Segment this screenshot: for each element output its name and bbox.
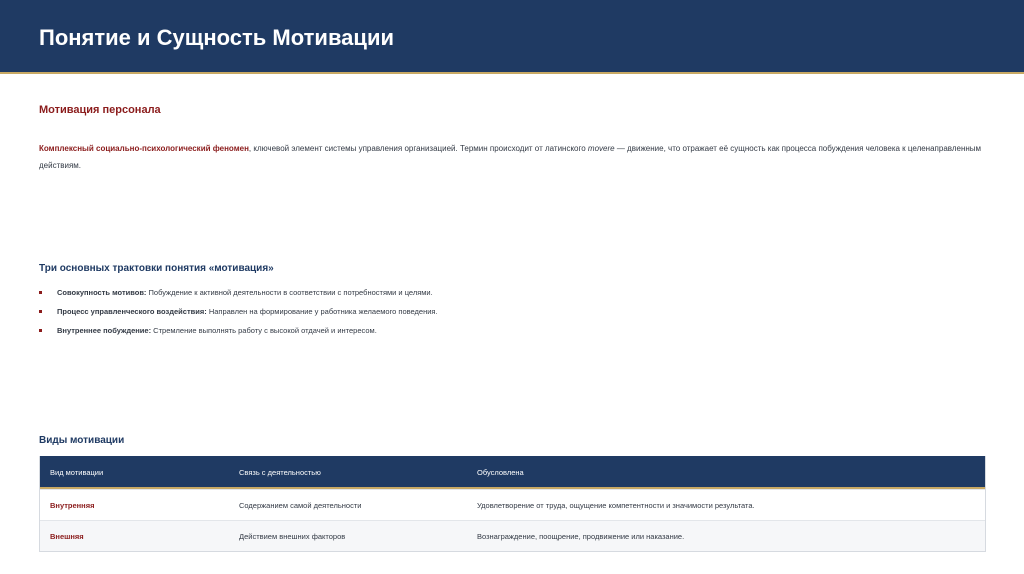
list-item — [39, 286, 438, 305]
cell-relation: Действием внешних факторов — [239, 532, 346, 541]
intro-latin-term: movere — [587, 144, 615, 153]
table-header — [40, 456, 985, 489]
column-header-type: Вид мотивации — [50, 468, 104, 477]
list-item-term: Совокупность мотивов: — [57, 288, 147, 297]
cell-cause: Удовлетворение от труда, ощущение компетентности и значимости результата. — [477, 501, 755, 510]
section-title-interpretations: Три основных трактовки понятия «мотивация» — [39, 263, 274, 274]
page-title: Понятие и Сущность Мотивации — [39, 25, 394, 50]
column-header-cause: Обусловлена — [477, 468, 524, 477]
motivation-types-table — [39, 456, 986, 552]
cell-cause: Вознаграждение, поощрение, продвижение или наказание. — [477, 532, 685, 541]
intro-paragraph — [39, 140, 984, 174]
section-title-personnel-motivation: Мотивация персонала — [39, 104, 161, 116]
intro-highlight: Комплексный социально-психологический феномен — [39, 144, 249, 153]
interpretations-list — [39, 286, 438, 343]
list-item-term: Процесс управленческого воздействия: — [57, 307, 207, 316]
list-item — [39, 305, 438, 324]
bullet-icon — [39, 291, 42, 294]
bullet-icon — [39, 329, 42, 332]
table-row — [40, 489, 985, 520]
list-item — [39, 324, 438, 343]
intro-text-part2: — движение, что отражает её сущность как процесса побуждения человека к целенаправленным действиям. — [39, 144, 982, 170]
list-item-term: Внутреннее побуждение: — [57, 326, 152, 335]
title-bar — [0, 0, 1024, 74]
list-item-text: Стремление выполнять работу с высокой отдачей и интересом. — [151, 326, 377, 335]
cell-kind: Внешняя — [50, 532, 84, 541]
cell-relation: Содержанием самой деятельности — [239, 501, 362, 510]
cell-kind: Внутренняя — [50, 501, 95, 510]
list-item-text: Побуждение к активной деятельности в соответствии с потребностями и целями. — [146, 288, 433, 297]
intro-text-part1: , ключевой элемент системы управления организацией. Термин происходит от латинского — [248, 144, 588, 153]
column-header-relation: Связь с деятельностью — [239, 468, 321, 477]
list-item-text: Направлен на формирование у работника желаемого поведения. — [206, 307, 438, 316]
section-title-types: Виды мотивации — [39, 435, 125, 446]
bullet-icon — [39, 310, 42, 313]
table-row — [40, 520, 985, 551]
